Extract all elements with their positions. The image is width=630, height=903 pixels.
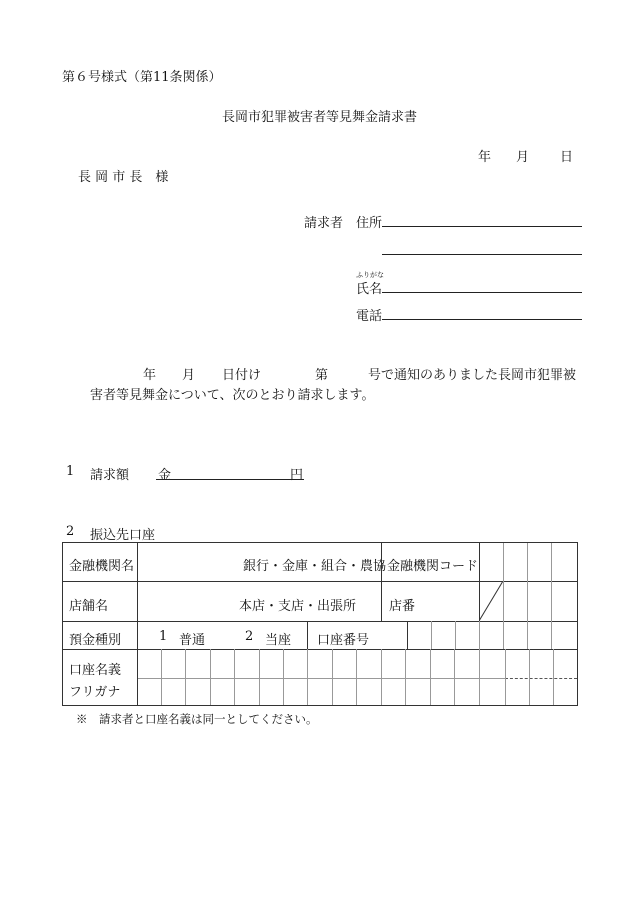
section1-number: 1 <box>66 464 75 479</box>
date-day: 日 <box>560 150 574 165</box>
opt2-number: 2 <box>245 629 254 644</box>
phone-label: 電話 <box>356 309 383 324</box>
date-month: 月 <box>516 150 530 165</box>
holder-label: 口座名義 <box>69 663 122 678</box>
opt1-number: 1 <box>159 629 168 644</box>
note: ※ 請求者と口座名義は同一としてください。 <box>76 712 318 726</box>
address-field-line1[interactable] <box>382 226 582 227</box>
form-number: 第６号様式（第11条関係） <box>62 70 222 85</box>
furigana-label: フリガナ <box>69 685 121 700</box>
address-field-line2[interactable] <box>382 254 582 255</box>
name-label: 氏名 <box>356 282 383 297</box>
body-month: 月 <box>182 368 196 383</box>
address-label: 住所 <box>356 216 383 231</box>
amount-field[interactable] <box>156 479 304 480</box>
branch-types: 本店・支店・出張所 <box>239 599 357 614</box>
section1-label: 請求額 <box>90 468 130 483</box>
phone-field[interactable] <box>382 319 582 320</box>
body-day-suffix: 日付け <box>222 368 262 383</box>
branch-no-label: 店番 <box>389 599 416 614</box>
opt1-futsu[interactable]: 普通 <box>179 633 206 648</box>
opt2-touza[interactable]: 当座 <box>265 633 292 648</box>
branch-label: 店舗名 <box>69 599 109 614</box>
body-line1-rest: 号で通知のありました長岡市犯罪被 <box>368 368 577 383</box>
deposit-type-label: 預金種別 <box>69 633 122 648</box>
section2-label: 振込先口座 <box>90 528 156 543</box>
body-line2: 害者等見舞金について、次のとおり請求します。 <box>90 388 375 403</box>
body-year: 年 <box>143 368 157 383</box>
bank-types: 銀行・金庫・組合・農協 <box>243 559 387 574</box>
bank-code-label: 金融機関コード <box>387 559 479 574</box>
account-table <box>62 542 578 706</box>
body-dai: 第 <box>315 368 329 383</box>
diagonal-slash <box>479 581 503 621</box>
section2-number: 2 <box>66 524 75 539</box>
amount-en: 円 <box>290 468 304 483</box>
date-year: 年 <box>478 150 492 165</box>
requester-label: 請求者 <box>304 216 344 231</box>
bank-name-label: 金融機関名 <box>69 559 135 574</box>
account-no-label: 口座番号 <box>317 633 370 648</box>
document-title: 長岡市犯罪被害者等見舞金請求書 <box>222 110 418 125</box>
name-field[interactable] <box>382 292 582 293</box>
name-ruby: ふりがな <box>356 271 384 279</box>
amount-kin: 金 <box>158 468 172 483</box>
addressee: 長 岡 市 長 様 <box>78 170 169 185</box>
